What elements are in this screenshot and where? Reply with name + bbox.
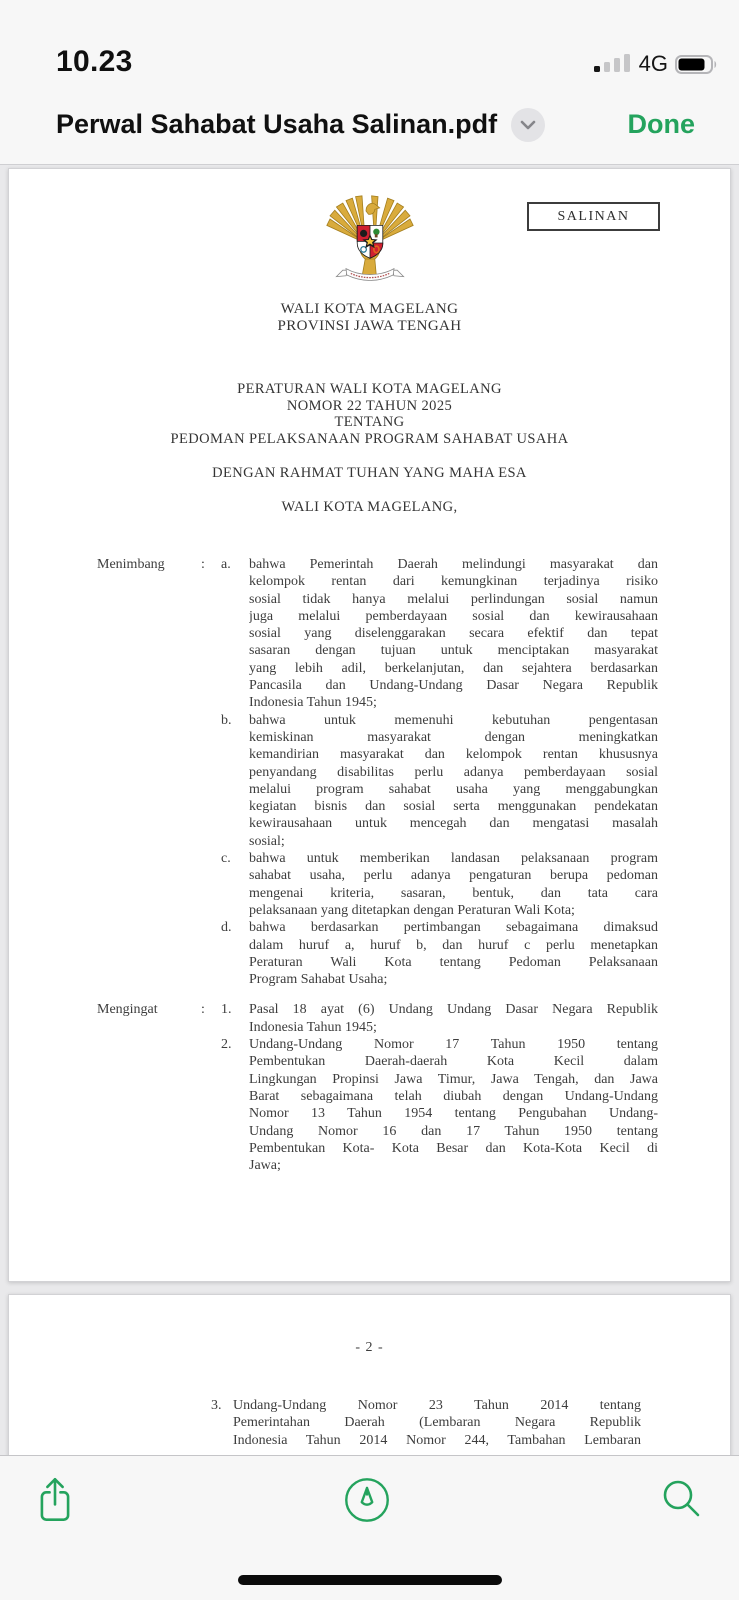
invocation-line: DENGAN RAHMAT TUHAN YANG MAHA ESA [212,465,527,481]
regulation-about-label: TENTANG [334,414,405,430]
document-title: Perwal Sahabat Usaha Salinan.pdf [56,109,498,139]
section-colon [201,919,221,988]
section-colon [201,850,221,919]
item-marker: c. [221,851,231,867]
preamble-item [9,1397,730,1449]
share-icon [36,1476,74,1524]
text-line: kelompok rentan dari kemungkinan terjadinya risiko [249,574,658,590]
section-colon: : [201,557,205,572]
pdf-page-2 [8,1294,731,1455]
network-type-label: 4G [638,51,668,76]
section-label: Mengingat [97,1002,158,1018]
text-line: mengenai kriteria, sasaran, bentuk, dan tata cara [249,885,658,901]
item-marker: d. [221,920,232,936]
text-line: sosial; [249,833,285,849]
text-line: Jawa; [249,1158,281,1174]
bottom-toolbar [0,1455,739,1600]
share-button[interactable] [36,1476,74,1527]
text-line: dalam huruf a, huruf b, dan huruf c perlu menetapkan [249,937,658,953]
preamble-item [9,1001,730,1036]
preamble-section [9,1001,730,1174]
enacting-official-line: WALI KOTA MAGELANG, [281,499,458,515]
item-text [249,556,658,712]
preamble-item [9,556,730,712]
text-line: bahwa untuk memenuhi kebutuhan pengentasan [249,712,658,728]
item-marker: 3. [211,1398,222,1413]
battery-icon [675,54,719,75]
item-marker: b. [221,712,232,728]
item-text [249,850,658,919]
item-text [233,1397,641,1449]
item-text [249,712,658,850]
pdf-page-1 [8,168,731,1282]
text-line: Indonesia Tahun 2014 Nomor 244, Tambahan Lembaran [233,1432,641,1448]
document-title-group [56,108,545,142]
text-line: Pemerintahan Daerah (Lembaran Negara Republik [233,1415,641,1431]
text-line: Pancasila dan Undang-Undang Dasar Negara Republik [249,678,658,694]
text-line: sasaran dengan tujuan untuk menciptakan masyarakat [249,643,658,659]
item-text [249,919,658,988]
section-label: Menimbang [97,557,165,572]
text-line: Barat sebagaimana telah diubah dengan Undang-Undang [249,1088,658,1104]
text-line: Pasal 18 ayat (6) Undang Undang Dasar Negara Republik [249,1002,658,1018]
text-line: Indonesia Tahun 1945; [249,695,377,711]
text-line: kegiatan bisnis dan sosial serta menggunakan pendekatan [249,799,658,815]
home-indicator[interactable] [238,1575,502,1585]
search-icon [659,1476,703,1520]
text-line: bahwa untuk memberikan landasan pelaksanaan program [249,851,658,867]
status-indicators [593,51,719,79]
text-line: juga melalui pemberdayaan sosial dan kewirausahaan [249,608,658,624]
cellular-signal-icon [593,54,632,74]
preamble-section [9,556,730,988]
section-colon [201,712,221,850]
page1-sections [9,556,730,1174]
regulation-title-line: PERATURAN WALI KOTA MAGELANG [237,381,502,397]
text-line: Undang-Undang Nomor 17 Tahun 1950 tentang [249,1037,658,1053]
text-line: penyandang disabilitas perlu adanya pemberdayaan sosial [249,764,658,780]
preamble-item [9,712,730,850]
section-label [97,919,201,988]
page-number: - 2 - [355,1340,384,1355]
status-time: 10.23 [56,45,133,78]
status-bar [0,0,739,85]
text-line: pelaksanaan yang ditetapkan dengan Peraturan Wali Kota; [249,902,575,918]
province-name: PROVINSI JAWA TENGAH [277,318,462,334]
item-text [249,1001,658,1036]
item-marker: a. [221,557,231,572]
preamble-item [9,850,730,919]
text-line: kemandirian masyarakat dan kelompok rentan khususnya [249,747,658,763]
text-line: Undang Nomor 16 dan 17 Tahun 1950 tentang [249,1123,658,1139]
text-line: sosial yang diselenggarakan secara efektif dan tepat [249,626,658,642]
text-line: kemiskinan masyarakat dengan meningkatkan [249,729,658,745]
markup-icon [343,1476,391,1524]
garuda-emblem [322,193,418,293]
text-line: bahwa berdasarkan pertimbangan sebagaimana dimaksud [249,920,658,936]
markup-button[interactable] [343,1476,391,1527]
text-line: bahwa Pemerintah Daerah melindungi masyarakat dan [249,557,658,572]
section-colon: : [201,1002,205,1018]
regulation-subject-line: PEDOMAN PELAKSANAAN PROGRAM SAHABAT USAHA [170,430,569,447]
text-line: Pembentukan Daerah-daerah Kota Kecil dalam [249,1054,658,1070]
regulation-number-line: NOMOR 22 TAHUN 2025 [286,397,453,414]
text-line: melalui program sahabat usaha yang menggabungkan [249,781,658,797]
chevron-down-icon[interactable] [511,108,545,142]
section-label [97,712,201,850]
institution-name: WALI KOTA MAGELANG [280,301,459,317]
text-line: Lingkungan Propinsi Jawa Timur, Jawa Tengah, dan Jawa [249,1071,658,1087]
text-line: sahabat usaha, perlu adanya pengaturan berupa pedoman [249,868,658,884]
done-button[interactable]: Done [627,109,695,139]
text-line: Peraturan Wali Kota tentang Pedoman Pelaksanaan [249,954,658,970]
salinan-badge: SALINAN [527,202,660,231]
section-label [97,850,201,919]
text-line: kewirausahaan untuk mencegah dan mengatasi masalah [249,816,658,832]
pdf-viewer[interactable] [0,165,739,1455]
text-line: Pembentukan Kota- Kota Besar dan Kota-Kota Kecil di [249,1140,658,1156]
text-line: Indonesia Tahun 1945; [249,1019,377,1035]
text-line: Program Sahabat Usaha; [249,972,388,988]
preamble-item [9,919,730,988]
section-colon [201,1036,221,1174]
item-text [249,1036,658,1174]
page2-items [9,1397,730,1449]
preamble-item [9,1036,730,1174]
section-label [97,1036,201,1174]
item-marker: 2. [221,1037,232,1053]
text-line: sosial tidak hanya melalui perlindungan sosial namun [249,591,658,607]
text-line: yang lebih adil, berkelanjutan, dan sejahtera berdasarkan [249,660,658,676]
item-marker: 1. [221,1002,232,1018]
search-button[interactable] [659,1476,703,1523]
text-line: Undang-Undang Nomor 23 Tahun 2014 tentang [233,1398,641,1413]
text-line: Nomor 13 Tahun 1954 tentang Pengubahan Undang- [249,1106,658,1122]
title-bar [0,85,739,165]
